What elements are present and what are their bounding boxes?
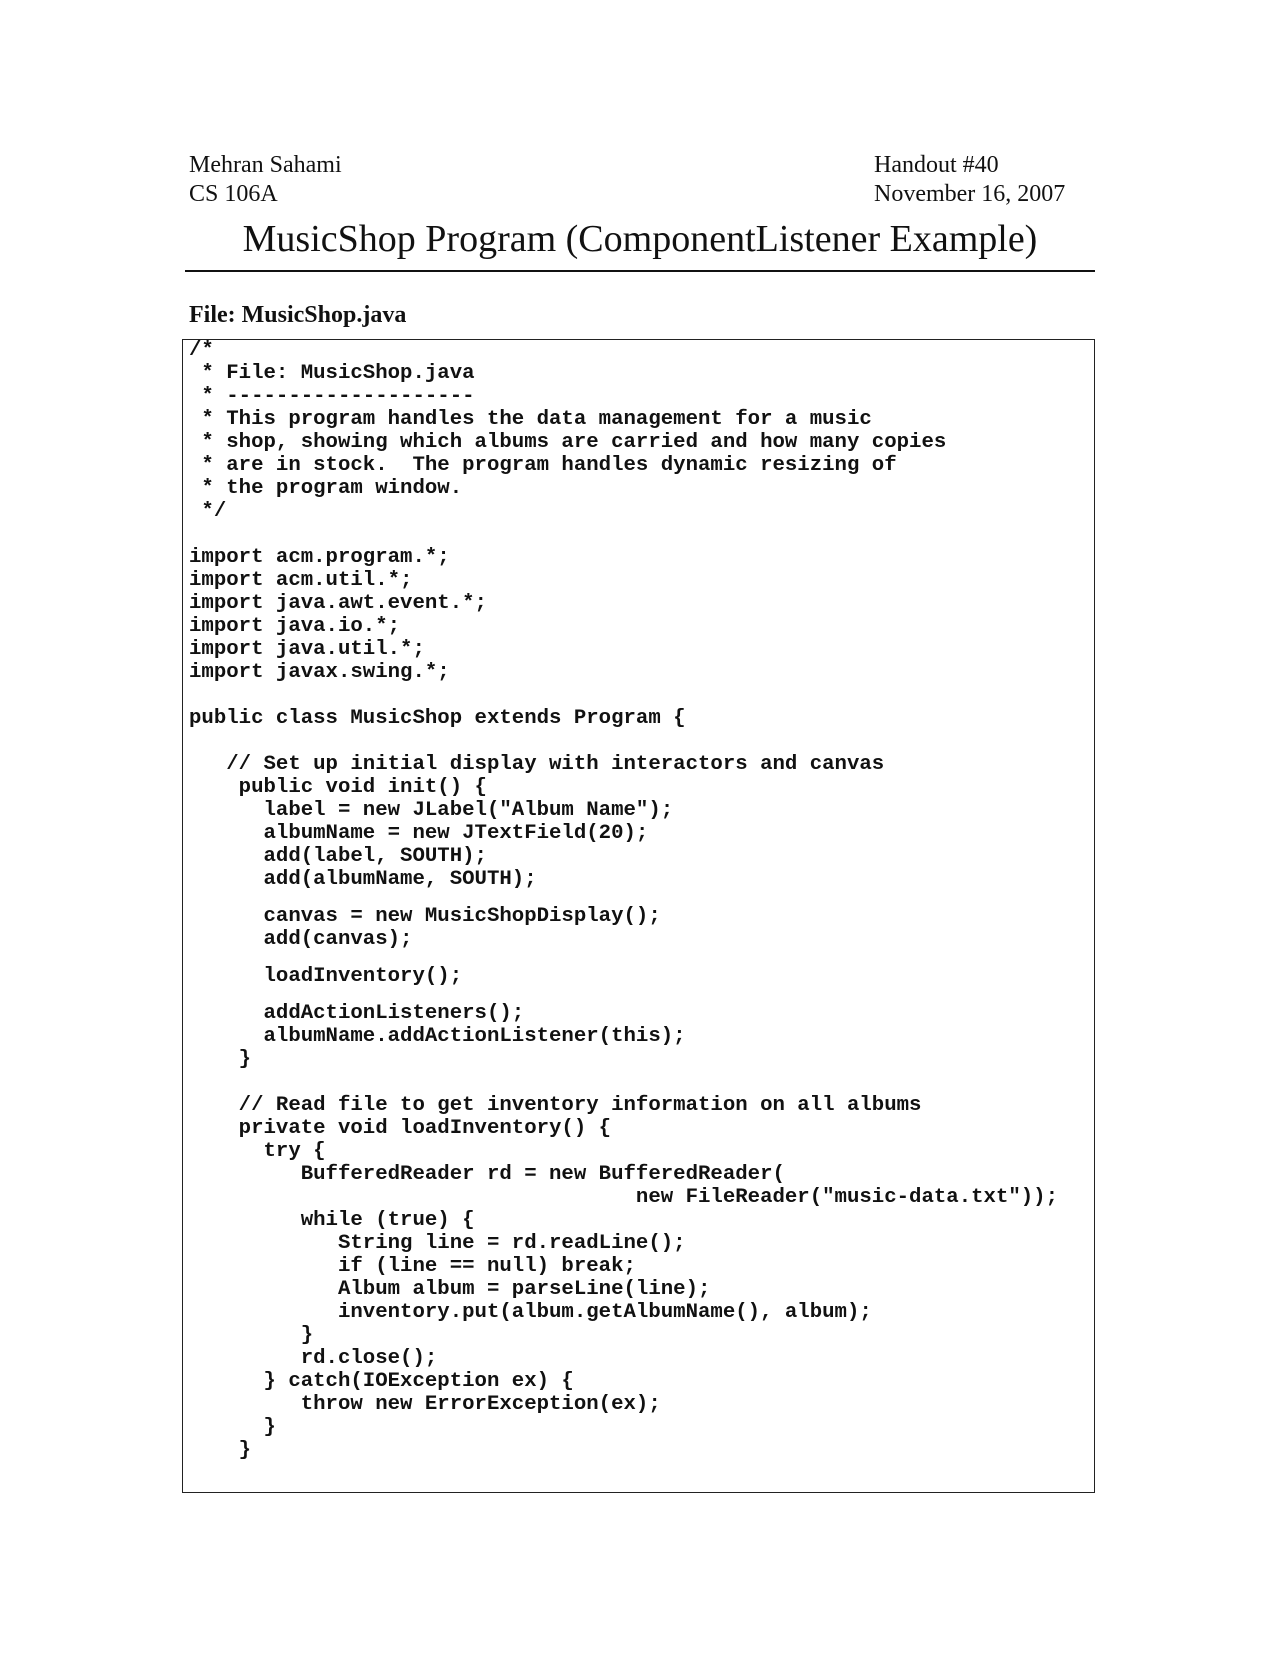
code-line: albumName.addActionListener(this);: [189, 1025, 686, 1048]
code-line: }: [189, 1416, 276, 1439]
code-line: }: [189, 1048, 252, 1071]
code-line: new FileReader("music-data.txt"));: [189, 1186, 1059, 1209]
author-name: Mehran Sahami: [189, 152, 342, 178]
code-line: loadInventory();: [189, 965, 463, 988]
handout-number: Handout #40: [874, 152, 999, 178]
code-line: import java.util.*;: [189, 638, 425, 661]
code-line: addActionListeners();: [189, 1002, 525, 1025]
code-line: canvas = new MusicShopDisplay();: [189, 905, 661, 928]
code-line: * are in stock. The program handles dynamic resizing of: [189, 454, 897, 477]
code-line: add(label, SOUTH);: [189, 845, 487, 868]
header-right: [874, 151, 1065, 209]
title-divider: [185, 270, 1095, 272]
code-line: import java.awt.event.*;: [189, 592, 487, 615]
code-line: import acm.util.*;: [189, 569, 413, 592]
code-line: add(albumName, SOUTH);: [189, 868, 537, 891]
code-line: BufferedReader rd = new BufferedReader(: [189, 1163, 785, 1186]
code-line: inventory.put(album.getAlbumName(), album);: [189, 1301, 872, 1324]
code-line: String line = rd.readLine();: [189, 1232, 686, 1255]
code-line: // Set up initial display with interactors and canvas: [189, 753, 885, 776]
code-line: } catch(IOException ex) {: [189, 1370, 574, 1393]
code-line: * This program handles the data management for a music: [189, 408, 872, 431]
page-title: MusicShop Program (ComponentListener Example): [242, 218, 1038, 260]
code-line: }: [189, 1439, 252, 1462]
header-left: [189, 151, 342, 209]
code-line: Album album = parseLine(line);: [189, 1278, 711, 1301]
code-line: * File: MusicShop.java: [189, 362, 475, 385]
code-line: if (line == null) break;: [189, 1255, 636, 1278]
code-line: * --------------------: [189, 385, 475, 408]
code-line: }: [189, 1324, 314, 1347]
code-line: import java.io.*;: [189, 615, 401, 638]
code-line: /*: [189, 339, 214, 362]
code-line: * shop, showing which albums are carried and how many copies: [189, 431, 947, 454]
code-line: public class MusicShop extends Program {: [189, 707, 686, 730]
code-line: throw new ErrorException(ex);: [189, 1393, 661, 1416]
code-line: rd.close();: [189, 1347, 438, 1370]
code-line: try {: [189, 1140, 326, 1163]
code-line: label = new JLabel("Album Name");: [189, 799, 674, 822]
course-name: CS 106A: [189, 181, 278, 207]
code-line: albumName = new JTextField(20);: [189, 822, 649, 845]
code-line: while (true) {: [189, 1209, 475, 1232]
code-line: * the program window.: [189, 477, 463, 500]
code-line: add(canvas);: [189, 928, 413, 951]
code-line: import acm.program.*;: [189, 546, 450, 569]
code-line: // Read file to get inventory information on all albums: [189, 1094, 922, 1117]
code-line: */: [189, 500, 227, 523]
handout-date: November 16, 2007: [874, 181, 1066, 207]
file-label: File: MusicShop.java: [189, 302, 407, 328]
code-line: public void init() {: [189, 776, 487, 799]
code-line: import javax.swing.*;: [189, 661, 450, 684]
code-line: private void loadInventory() {: [189, 1117, 612, 1140]
